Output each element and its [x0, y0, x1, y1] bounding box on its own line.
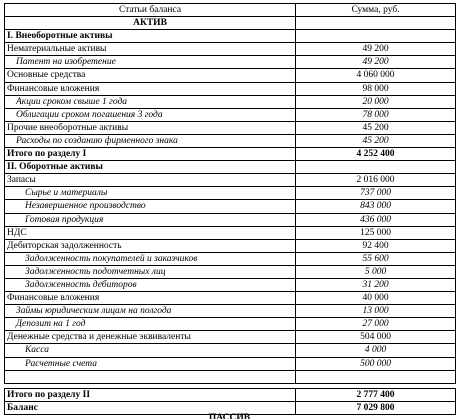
- table-row: [5, 292, 456, 305]
- row-label: НДС: [5, 226, 296, 239]
- table-row: [5, 318, 456, 331]
- table-row: [5, 187, 456, 200]
- table-row: [5, 121, 456, 134]
- table-row: [5, 161, 456, 174]
- table-row: [5, 108, 456, 121]
- row-label: Денежные средства и денежные эквиваленты: [5, 331, 296, 344]
- table-row: [5, 43, 456, 56]
- row-label: Патент на изобретение: [5, 56, 296, 69]
- row-value: 27 000: [296, 318, 456, 331]
- row-label: Готовая продукция: [5, 213, 296, 226]
- table-row: [5, 69, 456, 82]
- row-value: 13 000: [296, 305, 456, 318]
- total-row: [5, 389, 456, 402]
- row-value: 504 000: [296, 331, 456, 344]
- row-label: Облигации сроком погашения 3 года: [5, 108, 296, 121]
- table-row: [5, 252, 456, 265]
- table-row: [5, 200, 456, 213]
- row-label: Финансовые вложения: [5, 82, 296, 95]
- row-value: 20 000: [296, 95, 456, 108]
- table-row: [5, 82, 456, 95]
- row-value: 4 000: [296, 344, 456, 357]
- table-row: [5, 95, 456, 108]
- row-value: 55 600: [296, 252, 456, 265]
- row-value: 45 200: [296, 121, 456, 134]
- row-value: 49 200: [296, 56, 456, 69]
- section-title-empty: [296, 17, 456, 30]
- row-label: Касса: [5, 344, 296, 357]
- row-label: Займы юридическим лицам на полгода: [5, 305, 296, 318]
- header-col-items: Статьи баланса: [5, 4, 296, 17]
- row-label: Задолженность дебиторов: [5, 278, 296, 291]
- row-label: Депозит на 1 год: [5, 318, 296, 331]
- balance-table: [4, 3, 456, 384]
- row-label: Итого по разделу I: [5, 148, 296, 161]
- row-value: 737 000: [296, 187, 456, 200]
- table-row: [5, 174, 456, 187]
- row-value: 125 000: [296, 226, 456, 239]
- row-value: 40 000: [296, 292, 456, 305]
- total-label: Итого по разделу II: [5, 389, 296, 402]
- total-value: 7 029 800: [296, 402, 456, 415]
- table-row: [5, 30, 456, 43]
- row-label: Задолженность подотчетных лиц: [5, 265, 296, 278]
- row-label: II. Оборотные активы: [5, 161, 296, 174]
- spacer-cell: [5, 370, 296, 383]
- table-row: [5, 56, 456, 69]
- row-value: 49 200: [296, 43, 456, 56]
- section-title-row: [5, 17, 456, 30]
- table-row: [5, 331, 456, 344]
- table-row: [5, 357, 456, 370]
- table-row: [5, 134, 456, 147]
- row-value: 45 200: [296, 134, 456, 147]
- row-value: 78 000: [296, 108, 456, 121]
- table-row: [5, 239, 456, 252]
- row-value: 436 000: [296, 213, 456, 226]
- row-value: [296, 161, 456, 174]
- row-value: 4 060 000: [296, 69, 456, 82]
- row-label: Задолженность покупателей и заказчиков: [5, 252, 296, 265]
- row-value: 2 016 000: [296, 174, 456, 187]
- row-label: Дебиторская задолженность: [5, 239, 296, 252]
- table-row: [5, 265, 456, 278]
- row-label: Нематериальные активы: [5, 43, 296, 56]
- section-title: АКТИВ: [5, 17, 296, 30]
- row-label: Незавершенное производство: [5, 200, 296, 213]
- spacer-cell: [296, 370, 456, 383]
- header-row: [5, 4, 456, 17]
- row-label: Расходы по созданию фирменного знака: [5, 134, 296, 147]
- row-label: Основные средства: [5, 69, 296, 82]
- row-value: 31 200: [296, 278, 456, 291]
- row-label: Финансовые вложения: [5, 292, 296, 305]
- header-col-sum: Сумма, руб.: [296, 4, 456, 17]
- table-row: [5, 278, 456, 291]
- table-row: [5, 213, 456, 226]
- row-value: 843 000: [296, 200, 456, 213]
- row-value: [296, 30, 456, 43]
- table-row: [5, 226, 456, 239]
- table-row: [5, 148, 456, 161]
- next-section-title: ПАССИВ: [208, 413, 251, 419]
- row-label: I. Внеоборотные активы: [5, 30, 296, 43]
- table-row: [5, 344, 456, 357]
- row-value: 98 000: [296, 82, 456, 95]
- row-label: Сырье и материалы: [5, 187, 296, 200]
- spacer-row: [5, 370, 456, 383]
- total-value: 2 777 400: [296, 389, 456, 402]
- row-label: Акции сроком свыше 1 года: [5, 95, 296, 108]
- row-value: 5 000: [296, 265, 456, 278]
- table-row: [5, 305, 456, 318]
- row-value: 500 000: [296, 357, 456, 370]
- row-label: Прочие внеоборотные активы: [5, 121, 296, 134]
- row-value: 92 400: [296, 239, 456, 252]
- row-label: Запасы: [5, 174, 296, 187]
- row-value: 4 252 400: [296, 148, 456, 161]
- total-label: Баланс: [5, 402, 296, 415]
- row-label: Расчетные счета: [5, 357, 296, 370]
